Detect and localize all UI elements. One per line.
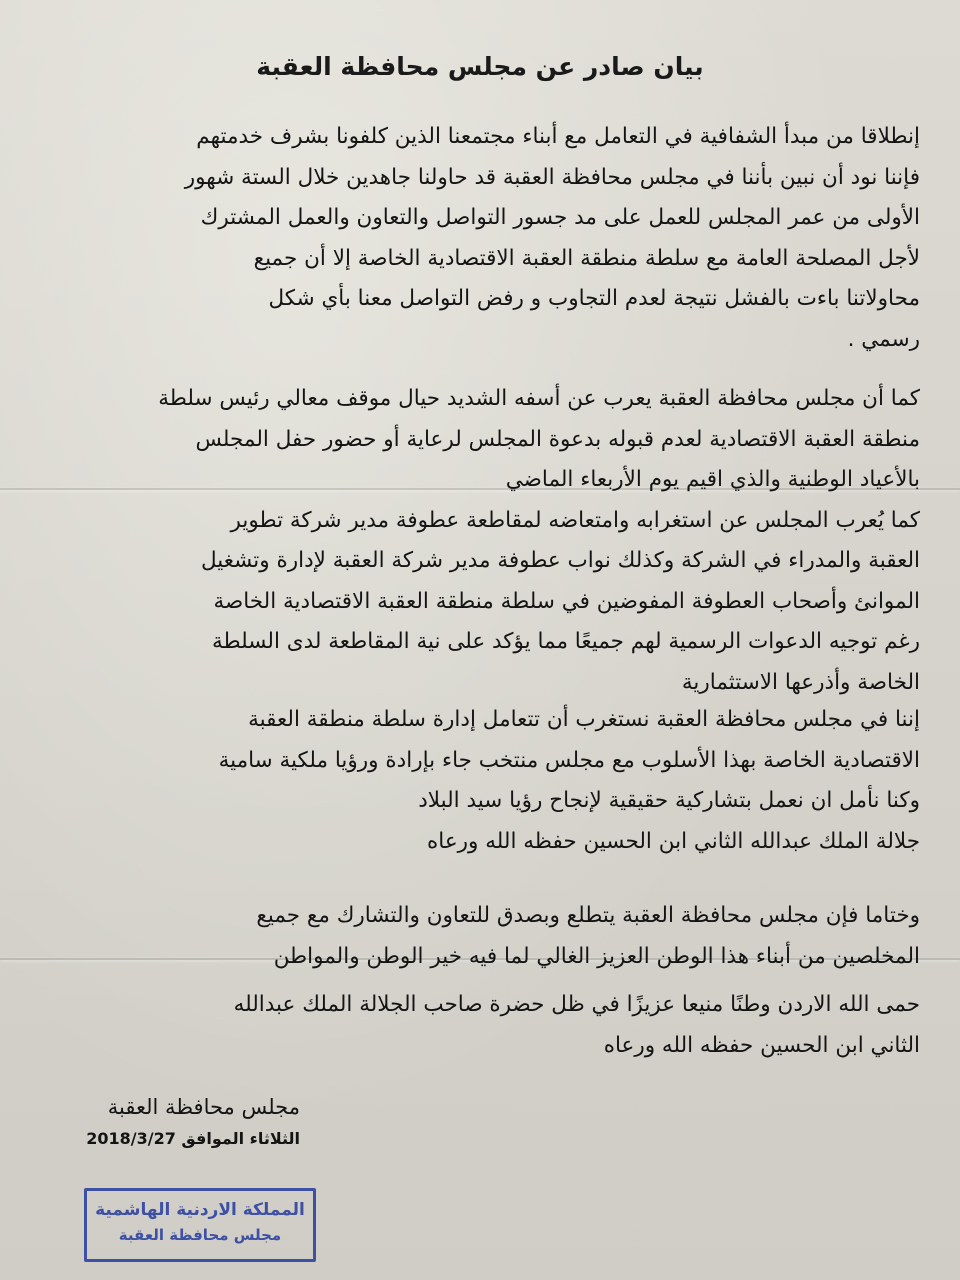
text-line: العقبة والمدراء في الشركة وكذلك نواب عطوفة مدير شركة العقبة لإدارة وتشغيل (200, 548, 920, 573)
text-line: وختاما فإن مجلس محافظة العقبة يتطلع وبصدق للتعاون والتشارك مع جميع (256, 903, 920, 928)
signature-organization: مجلس محافظة العقبة (107, 1095, 300, 1119)
stamp-kingdom-text: المملكة الاردنية الهاشمية (95, 1200, 305, 1220)
text-line: الخاصة وأذرعها الاستثمارية (681, 669, 920, 695)
paragraph-blessing (40, 985, 920, 1066)
signature-block (86, 1090, 300, 1154)
paragraph-conclusion (40, 896, 920, 977)
text-line: الموانئ وأصحاب العطوفة المفوضين في سلطة منطقة العقبة الاقتصادية الخاصة (213, 588, 920, 614)
paragraph-regret (40, 379, 920, 703)
text-line: الاقتصادية الخاصة بهذا الأسلوب مع مجلس منتخب جاء بإرادة ورؤيا ملكية سامية (218, 747, 920, 773)
official-stamp (84, 1188, 316, 1262)
text-line: الثاني ابن الحسين حفظه الله ورعاه (603, 1032, 920, 1058)
text-line: كما أن مجلس محافظة العقبة يعرب عن أسفه الشديد حيال موقف معالي رئيس سلطة (158, 386, 920, 411)
paragraph-transparency (40, 117, 920, 360)
text-line: المخلصين من أبناء هذا الوطن العزيز الغالي لما فيه خير الوطن والمواطن (273, 943, 920, 969)
text-line: محاولاتنا باءت بالفشل نتيجة لعدم التجاوب و رفض التواصل معنا بأي شكل (268, 286, 920, 311)
text-line: منطقة العقبة الاقتصادية لعدم قبوله بدعوة المجلس لرعاية أو حضور حفل المجلس (195, 426, 920, 452)
text-line: فإننا نود أن نبين بأننا في مجلس محافظة العقبة قد حاولنا جاهدين خلال الستة شهور (184, 164, 920, 190)
text-line: جلالة الملك عبدالله الثاني ابن الحسين حفظه الله ورعاه (427, 828, 920, 854)
text-line: إننا في مجلس محافظة العقبة نستغرب أن تتعامل إدارة سلطة منطقة العقبة (248, 707, 920, 732)
text-line: الأولى من عمر المجلس للعمل على مد جسور التواصل والتعاون والعمل المشترك (200, 205, 920, 230)
text-line: بالأعياد الوطنية والذي اقيم يوم الأربعاء الماضي (505, 467, 920, 492)
text-line: إنطلاقا من مبدأ الشفافية في التعامل مع أبناء مجتمعنا الذين كلفونا بشرف خدمتهم (196, 124, 920, 149)
stamp-council-text: مجلس محافظة العقبة (118, 1226, 282, 1244)
document-title: بيان صادر عن مجلس محافظة العقبة (256, 52, 704, 81)
signature-date: الثلاثاء الموافق 2018/3/27 (86, 1129, 300, 1148)
paragraph-surprise (40, 700, 920, 862)
text-line: وكنا نأمل ان نعمل بتشاركية حقيقية لإنجاح رؤيا سيد البلاد (418, 788, 920, 813)
text-line: كما يُعرب المجلس عن استغرابه وامتعاضه لمقاطعة عطوفة مدير شركة تطوير (230, 507, 920, 533)
text-line: لأجل المصلحة العامة مع سلطة منطقة العقبة الاقتصادية الخاصة إلا أن جميع (253, 245, 920, 271)
text-line: رغم توجيه الدعوات الرسمية لهم جميعًا مما يؤكد على نية المقاطعة لدى السلطة (211, 629, 920, 654)
text-line: رسمي . (847, 326, 920, 352)
text-line: حمى الله الاردن وطنًا منيعا عزيزًا في ظل حضرة صاحب الجلالة الملك عبدالله (233, 992, 920, 1017)
